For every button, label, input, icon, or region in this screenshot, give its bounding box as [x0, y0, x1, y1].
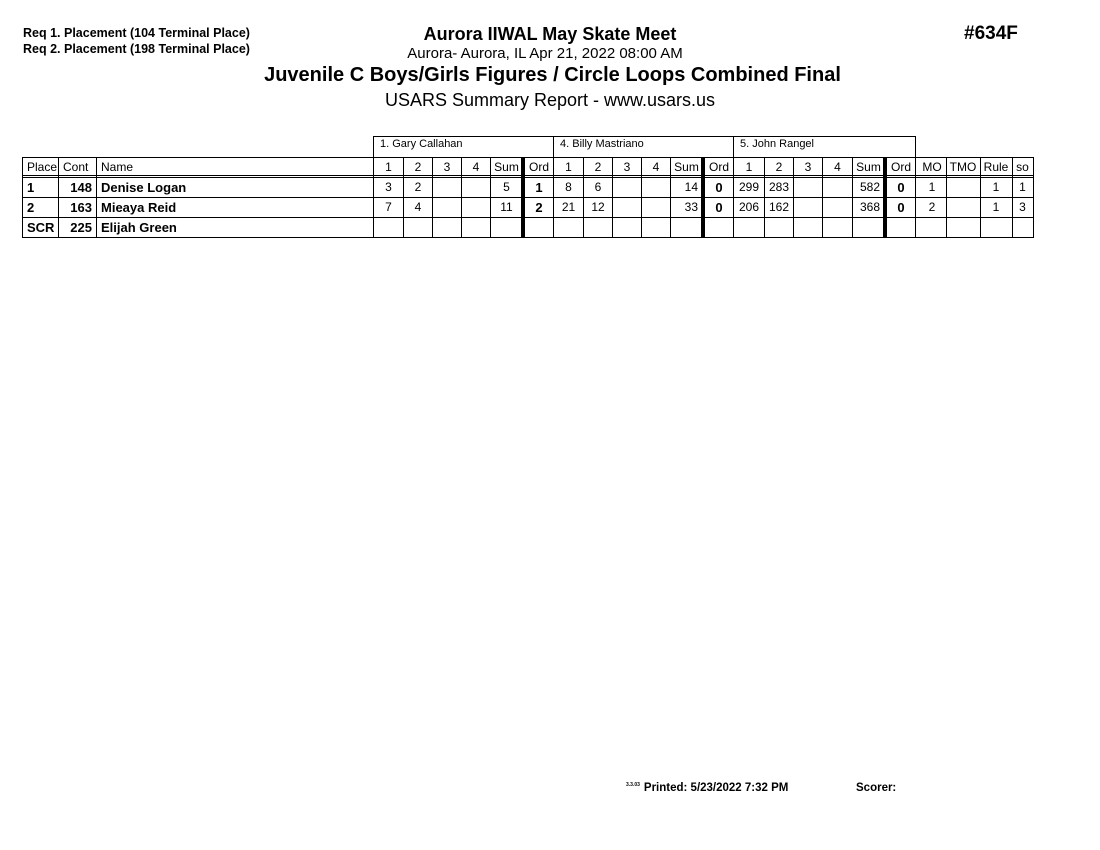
tmo-value — [946, 218, 980, 238]
column-header-judge1-s1: 1 — [385, 160, 392, 174]
column-header-judge1-ord: Ord — [528, 160, 549, 174]
tmo-value — [946, 178, 980, 198]
mo-value: 1 — [928, 180, 936, 194]
judge1-s3 — [433, 198, 461, 218]
judge-header-3: 5. John Rangel — [733, 136, 916, 157]
requirement-2: Req 2. Placement (198 Terminal Place) — [23, 42, 250, 56]
rule-value: 1 — [992, 200, 1000, 214]
column-header-judge2-s2: 2 — [594, 160, 602, 174]
scorer-label: Scorer: — [856, 782, 897, 794]
column-header-judge3-s1: 1 — [745, 160, 753, 174]
judge1-sum — [491, 218, 522, 238]
judge1-ord — [525, 218, 553, 238]
column-header-judge2-s4: 4 — [652, 160, 660, 174]
skater-name: Mieaya Reid — [101, 200, 177, 215]
judge2-s1 — [554, 218, 583, 238]
judge2-s4 — [642, 178, 670, 198]
judge3-s4 — [823, 198, 852, 218]
column-divider — [915, 157, 916, 238]
judge2-s2: 12 — [591, 200, 605, 214]
column-header-judge1-s3: 3 — [443, 160, 451, 174]
column-header-judge2-sum: Sum — [674, 160, 699, 174]
judge2-s2 — [584, 218, 612, 238]
judge1-s3 — [433, 218, 461, 238]
judge1-s2: 4 — [414, 200, 422, 214]
judge2-s4 — [642, 198, 670, 218]
judge2-ord — [705, 218, 733, 238]
judge3-sum: 368 — [859, 200, 880, 214]
column-header-cont: Cont — [63, 160, 89, 174]
printed-info — [626, 782, 788, 794]
column-header-judge1-s2: 2 — [414, 160, 422, 174]
contestant-number: 163 — [70, 200, 92, 215]
judge1-ord: 1 — [535, 180, 543, 195]
column-header-name: Name — [101, 160, 134, 174]
skater-name: Denise Logan — [101, 180, 187, 195]
contestant-number: 225 — [70, 220, 92, 235]
event-title: Juvenile C Boys/Girls Figures / Circle Loops Combined Final — [264, 64, 841, 86]
contestant-number: 148 — [70, 180, 92, 195]
column-header-judge2-s1: 1 — [565, 160, 572, 174]
column-header-rule: Rule — [983, 160, 1009, 174]
judge3-ord — [887, 218, 915, 238]
column-header-judge3-sum: Sum — [856, 160, 881, 174]
printed-timestamp: Printed: 5/23/2022 7:32 PM — [643, 782, 789, 794]
tmo-value — [946, 198, 980, 218]
judge2-s3 — [613, 178, 641, 198]
judge2-ord: 0 — [715, 180, 723, 195]
column-header-place: Place — [27, 160, 58, 174]
judge2-s4 — [642, 218, 670, 238]
rule-value — [980, 218, 1012, 238]
meet-subtitle: Aurora- Aurora, IL Apr 21, 2022 08:00 AM — [407, 45, 683, 62]
mo-value: 2 — [928, 200, 936, 214]
judge3-sum: 582 — [859, 180, 880, 194]
column-header-judge3-s2: 2 — [775, 160, 783, 174]
judge3-s2: 283 — [768, 180, 790, 194]
judge1-s4 — [462, 218, 490, 238]
mo-value — [918, 218, 946, 238]
rule-value: 1 — [992, 180, 1000, 194]
judge3-s3 — [794, 218, 822, 238]
judge2-sum: 33 — [684, 200, 698, 214]
judge2-sum: 14 — [684, 180, 698, 194]
column-header-judge2-s3: 3 — [623, 160, 631, 174]
version-label: 3.3.03 — [626, 782, 640, 789]
judge3-sum — [853, 218, 884, 238]
judge2-s3 — [613, 218, 641, 238]
judge3-s1: 299 — [738, 180, 760, 194]
judge1-s1: 3 — [385, 180, 392, 194]
judge1-ord: 2 — [535, 200, 543, 215]
column-header-judge1-sum: Sum — [494, 160, 519, 174]
column-header-mo: MO — [922, 160, 942, 174]
column-header-so: so — [1016, 160, 1029, 174]
place-value: 2 — [27, 200, 35, 215]
so-value — [1012, 218, 1033, 238]
judge2-s3 — [613, 198, 641, 218]
judge1-sum: 5 — [503, 180, 510, 194]
judge1-s1: 7 — [385, 200, 392, 214]
judge3-s4 — [823, 178, 852, 198]
column-header-judge3-s3: 3 — [804, 160, 812, 174]
judge-header-2: 4. Billy Mastriano — [553, 136, 734, 157]
judge1-s2 — [404, 218, 432, 238]
event-number: #634F — [964, 23, 1018, 44]
judge2-s2: 6 — [594, 180, 602, 194]
judge3-s1: 206 — [738, 200, 760, 214]
judge2-ord: 0 — [715, 200, 723, 215]
meet-title: Aurora IIWAL May Skate Meet — [423, 24, 677, 44]
judge3-s2: 162 — [768, 200, 790, 214]
judge3-ord: 0 — [897, 180, 905, 195]
judge1-s3 — [433, 178, 461, 198]
column-divider — [1033, 157, 1034, 238]
report-title: USARS Summary Report - www.usars.us — [384, 90, 716, 110]
judge3-s2 — [765, 218, 793, 238]
skater-name: Elijah Green — [101, 220, 177, 235]
judge2-s1: 8 — [565, 180, 572, 194]
column-header-judge3-ord: Ord — [890, 160, 911, 174]
judge3-ord: 0 — [897, 200, 905, 215]
judge1-sum: 11 — [500, 200, 513, 214]
judge3-s3 — [794, 178, 822, 198]
column-header-judge2-ord: Ord — [708, 160, 729, 174]
judge1-s4 — [462, 198, 490, 218]
column-header-judge1-s4: 4 — [472, 160, 480, 174]
judge3-s3 — [794, 198, 822, 218]
so-value: 3 — [1019, 200, 1026, 214]
column-header-judge3-s4: 4 — [834, 160, 841, 174]
judge1-s1 — [374, 218, 403, 238]
judge1-s4 — [462, 178, 490, 198]
place-value: SCR — [27, 220, 55, 235]
requirement-1: Req 1. Placement (104 Terminal Place) — [23, 26, 250, 40]
judge3-s1 — [734, 218, 764, 238]
judge3-s4 — [823, 218, 852, 238]
judge1-s2: 2 — [414, 180, 422, 194]
judge2-sum — [671, 218, 702, 238]
judge-header-1: 1. Gary Callahan — [373, 136, 554, 157]
judge2-s1: 21 — [561, 200, 576, 214]
column-header-tmo: TMO — [949, 160, 977, 174]
so-value: 1 — [1019, 180, 1026, 194]
place-value: 1 — [27, 180, 35, 195]
